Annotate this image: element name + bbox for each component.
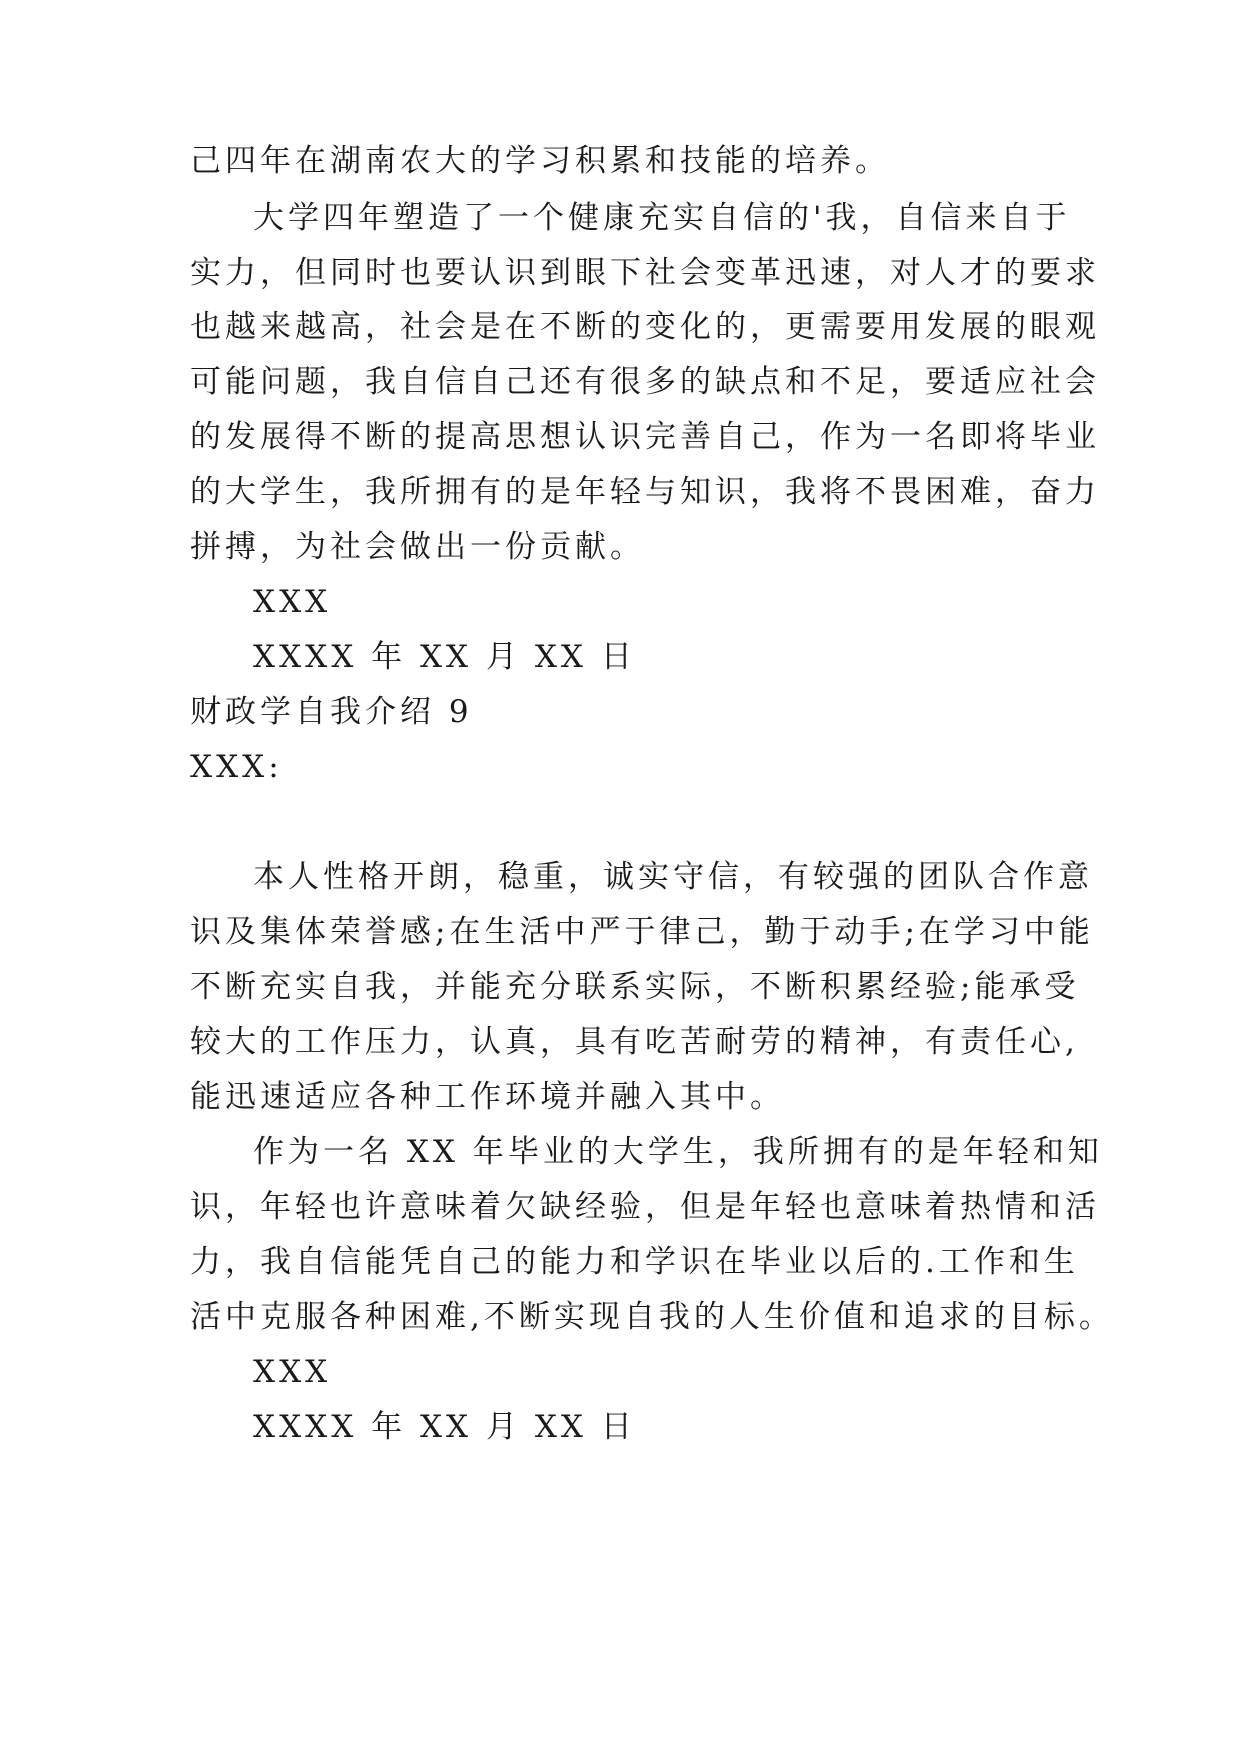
text-line: 拼搏，为社会做出一份贡献。 [190, 529, 645, 565]
text-line: 能迅速适应各种工作环境并融入其中。 [190, 1079, 785, 1115]
signature-name: XXX [253, 1354, 332, 1390]
text-line: 识及集体荣誉感;在生活中严于律己，勤于动手;在学习中能 [190, 914, 1094, 950]
section-title: 财政学自我介绍 9 [190, 694, 473, 730]
text-line: 的大学生，我所拥有的是年轻与知识，我将不畏困难，奋力 [190, 474, 1100, 510]
signature-date: XXXX 年 XX 月 XX 日 [253, 639, 636, 675]
signature-name: XXX [253, 584, 332, 620]
text-line: 识，年轻也许意味着欠缺经验，但是年轻也意味着热情和活 [190, 1189, 1100, 1225]
text-line: 也越来越高，社会是在不断的变化的，更需要用发展的眼观 [190, 309, 1100, 345]
text-line: 可能问题，我自信自己还有很多的缺点和不足，要适应社会 [190, 364, 1100, 400]
text-line: 的发展得不断的提高思想认识完善自己，作为一名即将毕业 [190, 419, 1100, 455]
text-line: 不断充实自我，并能充分联系实际，不断积累经验;能承受 [190, 969, 1080, 1005]
text-line: 较大的工作压力，认真，具有吃苦耐劳的精神，有责任心, [190, 1024, 1079, 1060]
text-line: 本人性格开朗，稳重，诚实守信，有较强的团队合作意 [253, 859, 1093, 895]
text-line: 实力，但同时也要认识到眼下社会变革迅速，对人才的要求 [190, 255, 1100, 291]
salutation: XXX: [190, 749, 283, 785]
text-line: 力，我自信能凭自己的能力和学识在毕业以后的.工作和生 [190, 1244, 1079, 1280]
text-line: 己四年在湖南农大的学习积累和技能的培养。 [190, 143, 890, 179]
text-line: 大学四年塑造了一个健康充实自信的'我，自信来自于 [253, 200, 1071, 236]
text-line: 作为一名 XX 年毕业的大学生，我所拥有的是年轻和知 [253, 1134, 1103, 1170]
text-line: 活中克服各种困难,不断实现自我的人生价值和追求的目标。 [190, 1299, 1114, 1335]
signature-date: XXXX 年 XX 月 XX 日 [253, 1409, 636, 1445]
